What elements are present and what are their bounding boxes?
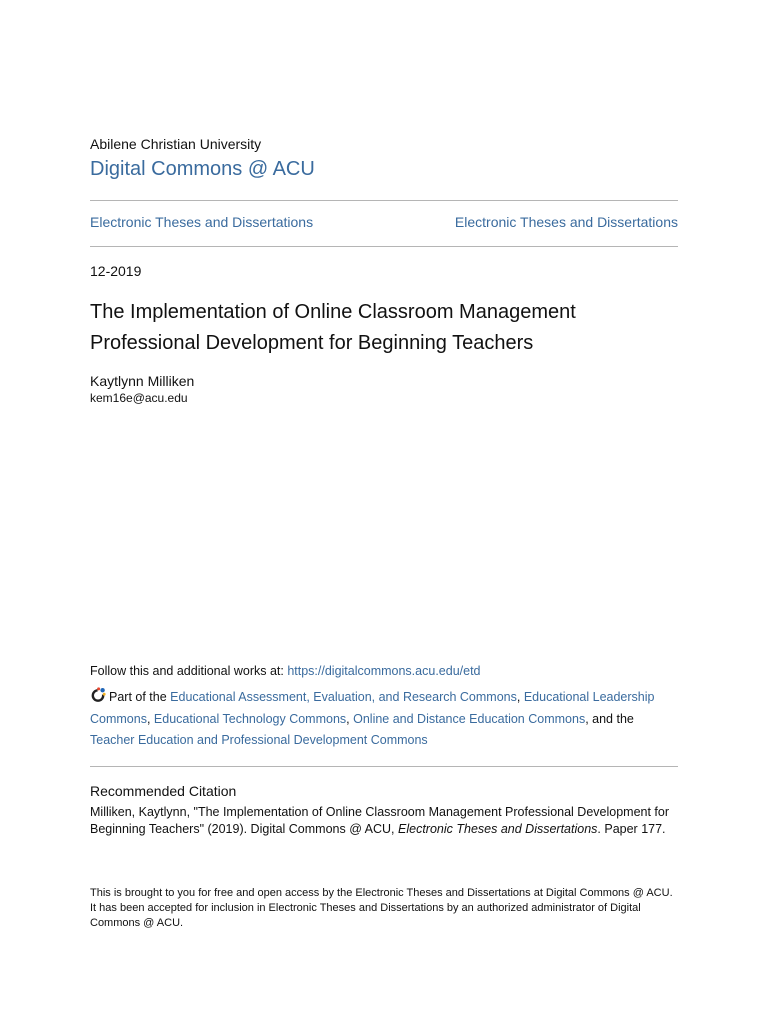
- citation-end: . Paper 177.: [597, 822, 666, 836]
- commons-sep: ,: [516, 690, 524, 704]
- author-name: Kaytlynn Milliken: [90, 373, 195, 389]
- title-line: The Implementation of Online Classroom Management: [90, 301, 576, 323]
- divider-series: [90, 246, 678, 247]
- citation-heading: Recommended Citation: [90, 783, 237, 799]
- part-of-prefix: Part of the: [109, 690, 171, 704]
- citation-series: Electronic Theses and Dissertations: [398, 822, 598, 836]
- series-link-left[interactable]: Electronic Theses and Dissertations: [90, 214, 314, 230]
- part-of-commons: [90, 687, 678, 752]
- follow-prefix: Follow this and additional works at:: [90, 664, 288, 678]
- access-notice: This is brought to you for free and open access by the Electronic Theses and Dissertations at Digital Commons @ ACU. It has been accepted for inclusion in Electronic Theses and Dissertations by an authorized administrator of Digital Commons @ ACU.: [90, 887, 673, 929]
- series-link-right[interactable]: Electronic Theses and Dissertations: [454, 214, 678, 230]
- bepress-network-icon: [90, 687, 106, 703]
- divider-top: [90, 200, 678, 201]
- commons-and-the: , and the: [585, 711, 634, 726]
- follow-line: [90, 664, 481, 678]
- commons-sep: ,: [346, 711, 354, 726]
- commons-link-teacher-education[interactable]: Teacher Education and Professional Development Commons: [90, 733, 428, 747]
- commons-link-online-education[interactable]: Online and Distance Education Commons: [353, 711, 586, 726]
- citation-start: Milliken, Kaytlynn, "The Implementation of Online Classroom Management Professional Development for Beginning Teachers" (2019). Digital Commons @ ACU,: [90, 805, 670, 836]
- author-email: kem16e@acu.edu: [90, 391, 188, 405]
- cover-page: [90, 0, 678, 1024]
- commons-link-technology[interactable]: Educational Technology Commons: [153, 711, 347, 726]
- institution-name: Abilene Christian University: [90, 136, 262, 152]
- commons-link-assessment[interactable]: Educational Assessment, Evaluation, and Research Commons: [170, 690, 517, 704]
- repository-link[interactable]: Digital Commons @ ACU: [90, 158, 315, 180]
- divider-citation: [90, 766, 678, 767]
- citation-text: [90, 804, 678, 838]
- publication-date: 12-2019: [90, 263, 142, 279]
- title-line: Professional Development for Beginning Teachers: [90, 332, 534, 354]
- commons-link-leadership[interactable]: Educational Leadership Commons: [90, 690, 655, 726]
- document-title: [90, 297, 678, 359]
- commons-sep: ,: [146, 711, 154, 726]
- collection-url-link[interactable]: https://digitalcommons.acu.edu/etd: [287, 664, 481, 678]
